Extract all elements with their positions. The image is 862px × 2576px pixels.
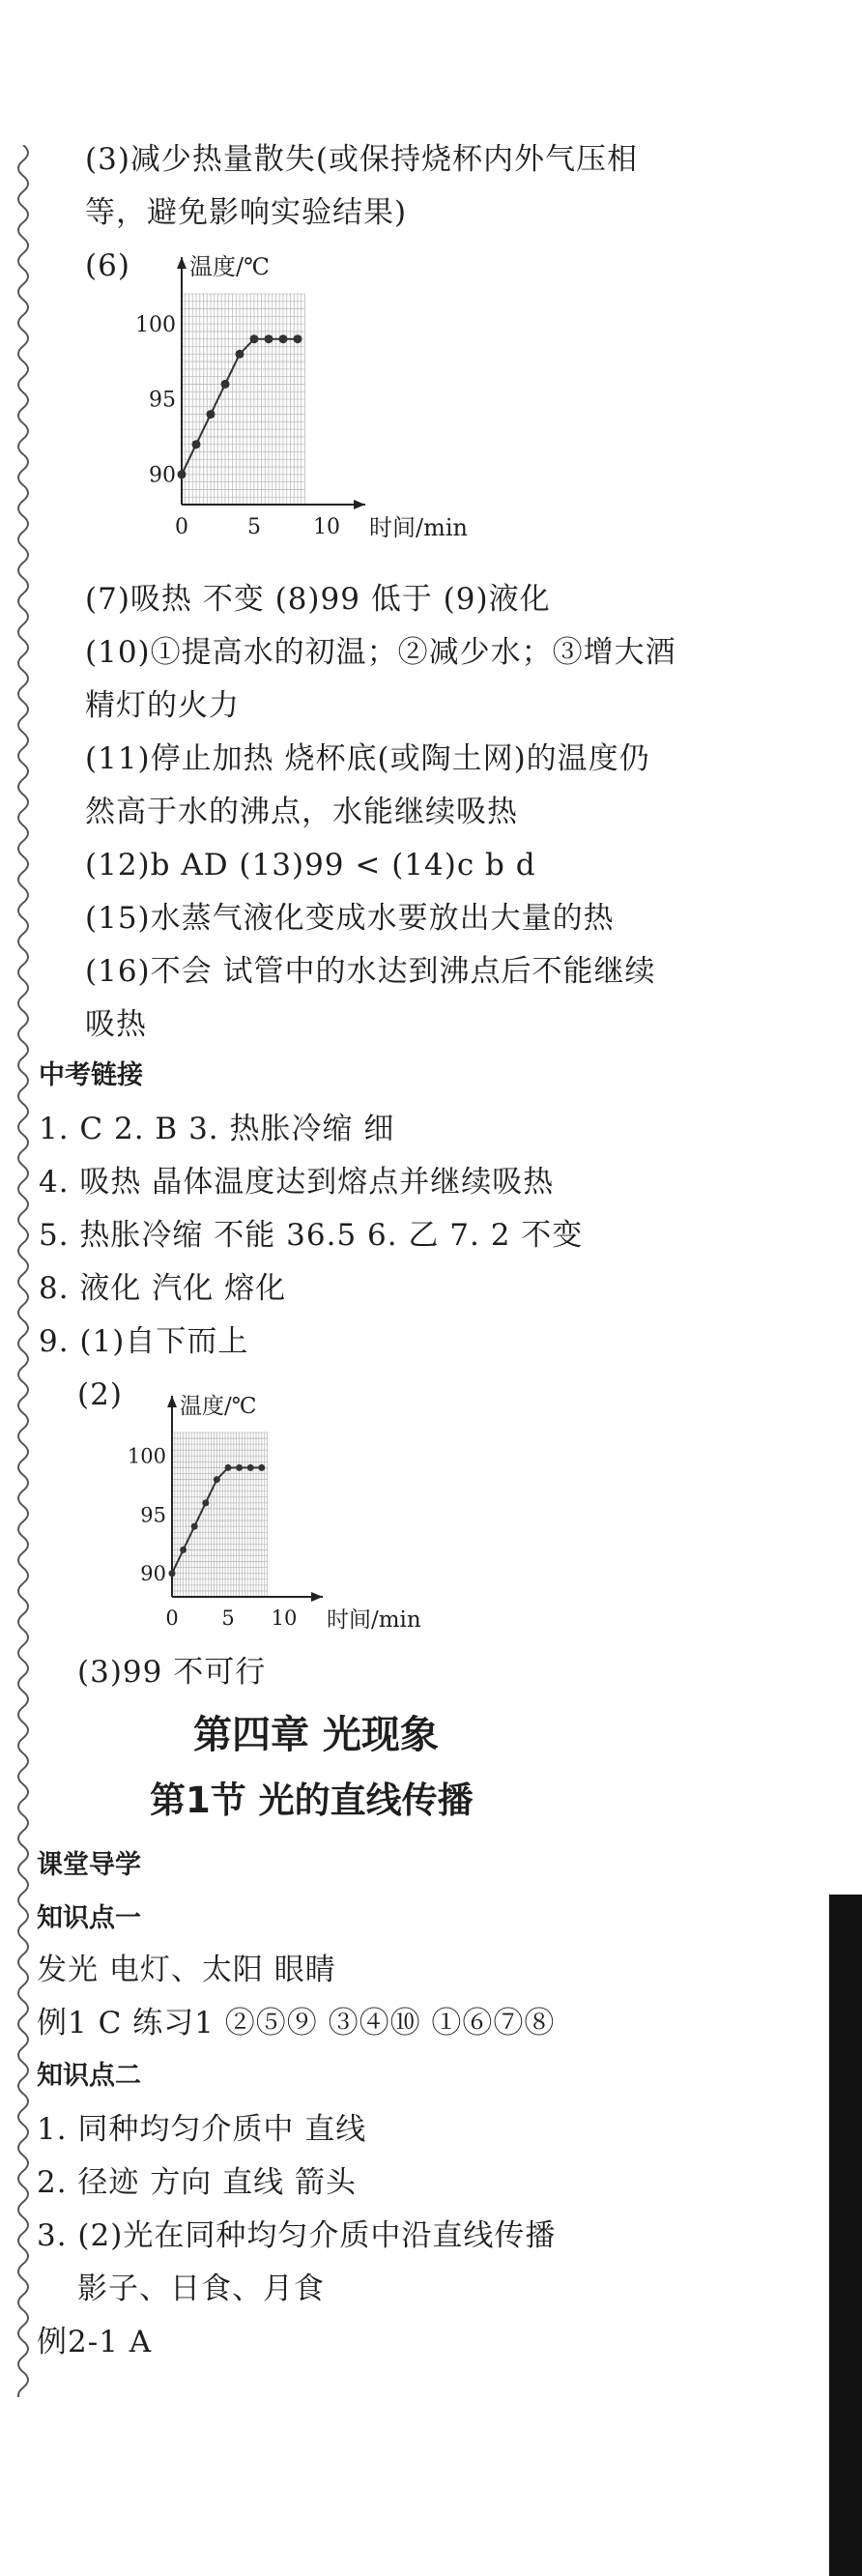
- y-tick-label: 95: [149, 388, 176, 413]
- data-point: [191, 1523, 198, 1530]
- data-point: [207, 410, 216, 419]
- x-tick-label: 10: [313, 515, 340, 539]
- page-edge-shadow: [829, 1895, 862, 2576]
- data-point: [225, 1464, 232, 1471]
- section-title: 第1节 光的直线传播: [150, 1780, 474, 1821]
- x-axis-label: 时间/min: [369, 514, 468, 541]
- y-axis-arrow: [167, 1396, 177, 1407]
- temperature-time-chart-1: [135, 242, 551, 561]
- data-point: [178, 470, 187, 478]
- y-tick-label: 100: [135, 312, 176, 337]
- x-tick-label: 5: [247, 515, 261, 539]
- temperature-time-chart-2: [127, 1373, 551, 1663]
- data-point: [169, 1570, 176, 1577]
- example-2: 例2-1 A: [37, 2325, 153, 2359]
- answer-item-16-line-2: 吸热: [85, 1007, 147, 1042]
- knowledge-point-2-line-3: 3. (2)光在同种均匀介质中沿直线传播: [37, 2218, 557, 2253]
- answer-item-3-line-1: (3)减少热量散失(或保持烧杯内外气压相: [85, 142, 639, 177]
- zhongkao-line-4: 8. 液化 汽化 熔化: [39, 1271, 287, 1306]
- x-tick-label: 5: [221, 1606, 235, 1630]
- y-axis-label: 温度/℃: [189, 253, 270, 280]
- binding-edge-decoration: [10, 145, 37, 2397]
- answer-item-6-label: (6): [85, 248, 130, 283]
- zhongkao-item-3: (3)99 不可行: [77, 1655, 267, 1690]
- y-tick-label: 90: [149, 463, 176, 488]
- zhongkao-item-2-label: (2): [77, 1377, 123, 1412]
- data-point: [294, 334, 302, 343]
- y-axis-arrow: [177, 257, 187, 269]
- chapter-title: 第四章 光现象: [193, 1713, 439, 1757]
- guide-heading: 课堂导学: [37, 1850, 141, 1880]
- y-tick-label: 95: [140, 1503, 166, 1527]
- knowledge-point-2-line-2: 2. 径迹 方向 直线 箭头: [37, 2165, 357, 2200]
- example-1: 例1 C 练习1 ②⑤⑨ ③④⑩ ①⑥⑦⑧: [37, 2006, 556, 2041]
- data-point: [236, 350, 244, 359]
- answer-item-3-line-2: 等，避免影响实验结果): [85, 195, 408, 230]
- data-point: [236, 1464, 243, 1471]
- knowledge-point-2-heading: 知识点二: [37, 2061, 141, 2091]
- data-point: [247, 1464, 254, 1471]
- data-point: [221, 380, 230, 389]
- y-tick-label: 100: [127, 1444, 166, 1468]
- answer-item-11-line-1: (11)停止加热 烧杯底(或陶土网)的温度仍: [85, 741, 650, 776]
- data-point: [265, 334, 273, 343]
- x-tick-label: 0: [165, 1606, 179, 1630]
- zhongkao-line-1: 1. C 2. B 3. 热胀冷缩 细: [39, 1112, 395, 1146]
- x-axis-arrow: [311, 1592, 323, 1602]
- knowledge-point-1-heading: 知识点一: [37, 1903, 141, 1933]
- knowledge-point-1-line: 发光 电灯、太阳 眼睛: [37, 1953, 336, 1987]
- x-tick-label: 10: [271, 1606, 298, 1630]
- y-tick-label: 90: [140, 1562, 166, 1586]
- data-point: [250, 334, 259, 343]
- zhongkao-line-3: 5. 热胀冷缩 不能 36.5 6. 乙 7. 2 不变: [39, 1218, 584, 1253]
- data-point: [279, 334, 288, 343]
- zhongkao-line-2: 4. 吸热 晶体温度达到熔点并继续吸热: [39, 1165, 555, 1200]
- zhongkao-heading: 中考链接: [39, 1060, 143, 1090]
- data-point: [180, 1547, 187, 1553]
- answer-item-7: (7)吸热 不变 (8)99 低于 (9)液化: [85, 582, 551, 617]
- answer-item-16-line-1: (16)不会 试管中的水达到沸点后不能继续: [85, 954, 656, 989]
- x-axis-label: 时间/min: [327, 1607, 421, 1633]
- answer-item-11-line-2: 然高于水的沸点，水能继续吸热: [85, 795, 518, 829]
- data-point: [202, 1499, 209, 1506]
- knowledge-point-2-line-1: 1. 同种均匀介质中 直线: [37, 2112, 367, 2147]
- y-axis-label: 温度/℃: [180, 1394, 257, 1419]
- answer-item-15: (15)水蒸气液化变成水要放出大量的热: [85, 901, 615, 936]
- x-tick-label: 0: [175, 515, 188, 539]
- data-point: [214, 1476, 220, 1483]
- data-point: [258, 1464, 265, 1471]
- answer-item-10-line-2: 精灯的火力: [85, 688, 240, 723]
- data-point: [192, 440, 201, 449]
- x-axis-arrow: [354, 500, 365, 509]
- zhongkao-line-5: 9. (1)自下而上: [39, 1324, 249, 1359]
- knowledge-point-2-line-4: 影子、日食、月食: [77, 2272, 325, 2306]
- answer-item-10-line-1: (10)①提高水的初温；②减少水；③增大酒: [85, 635, 676, 670]
- answer-item-12: (12)b AD (13)99 < (14)c b d: [85, 848, 536, 883]
